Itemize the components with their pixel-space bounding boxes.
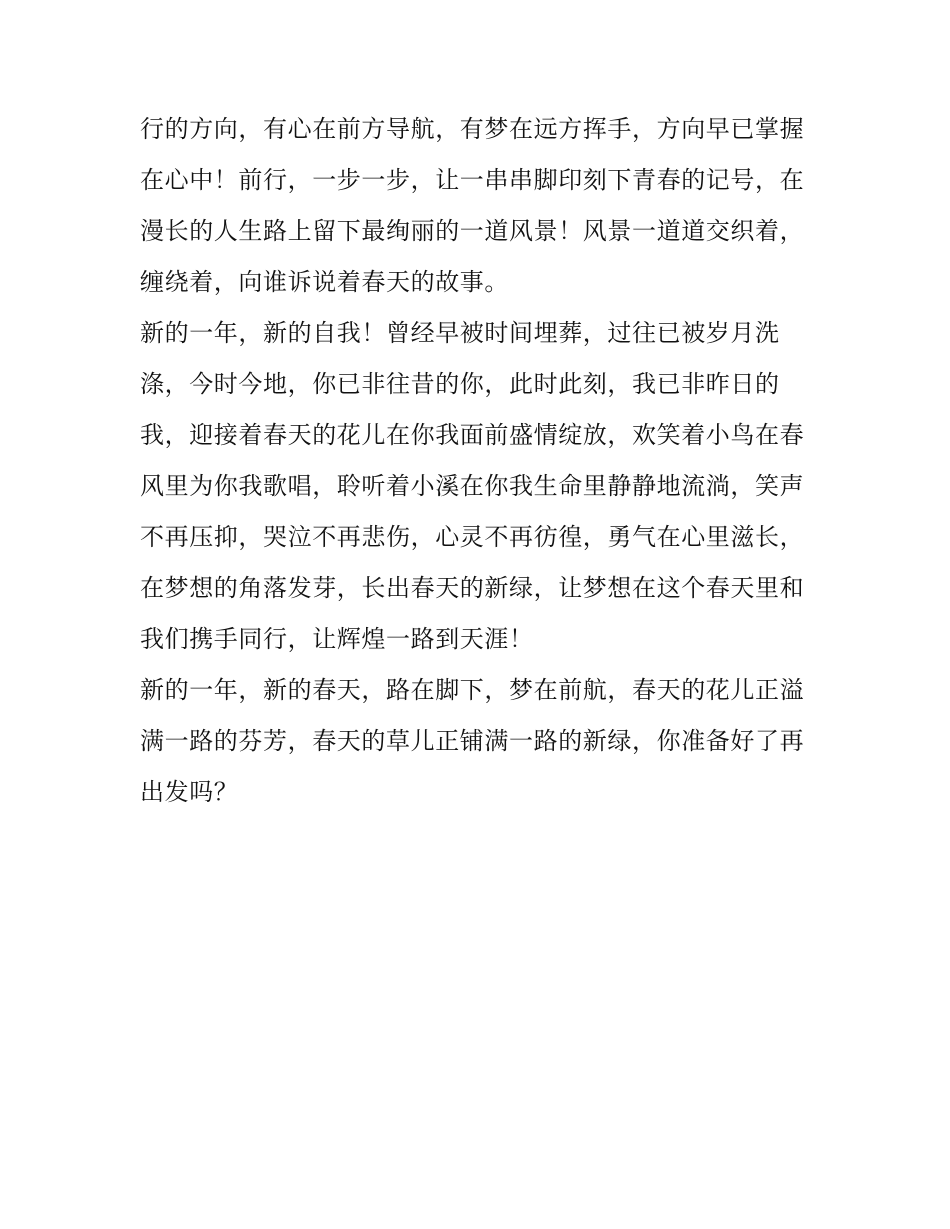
paragraph-3 xyxy=(140,665,820,818)
text-line: 在心中！前行，一步一步，让一串串脚印刻下青春的记号，在 xyxy=(140,166,805,194)
text-line: 风里为你我歌唱，聆听着小溪在你我生命里静静地流淌，笑声 xyxy=(140,472,805,500)
paragraph-1 xyxy=(140,104,820,308)
text-line: 缠绕着，向谁诉说着春天的故事。 xyxy=(140,268,509,296)
text-line: 我们携手同行，让辉煌一路到天涯！ xyxy=(140,625,534,653)
paragraph-2 xyxy=(140,308,820,665)
text-line: 行的方向，有心在前方导航，有梦在远方挥手，方向早已掌握 xyxy=(140,115,805,143)
text-line: 我，迎接着春天的花儿在你我面前盛情绽放，欢笑着小鸟在春 xyxy=(140,421,805,449)
text-line: 满一路的芬芳，春天的草儿正铺满一路的新绿，你准备好了再 xyxy=(140,727,805,755)
document-body xyxy=(140,104,820,818)
text-line: 在梦想的角落发芽，长出春天的新绿，让梦想在这个春天里和 xyxy=(140,574,805,602)
text-line: 新的一年，新的春天，路在脚下，梦在前航，春天的花儿正溢 xyxy=(140,676,805,704)
text-line: 漫长的人生路上留下最绚丽的一道风景！风景一道道交织着， xyxy=(140,217,805,245)
text-line: 新的一年，新的自我！曾经早被时间埋葬，过往已被岁月洗 xyxy=(140,319,780,347)
text-line: 不再压抑，哭泣不再悲伤，心灵不再彷徨，勇气在心里滋长， xyxy=(140,523,805,551)
text-line: 涤，今时今地，你已非往昔的你，此时此刻，我已非昨日的 xyxy=(140,370,780,398)
text-line: 出发吗？ xyxy=(140,778,239,806)
